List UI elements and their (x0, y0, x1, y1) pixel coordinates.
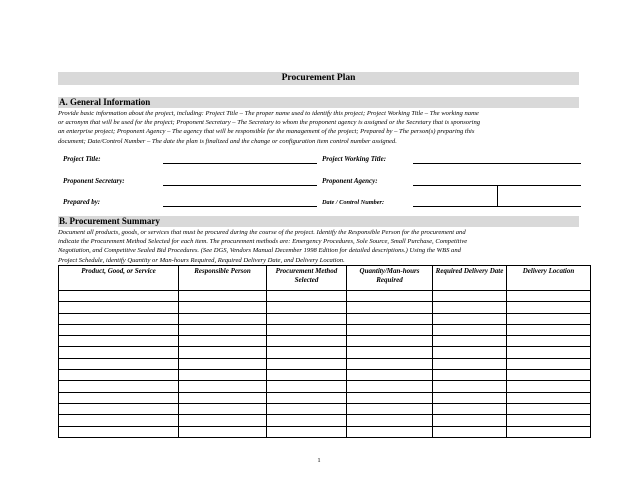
table-cell[interactable] (507, 392, 591, 403)
table-row (59, 336, 591, 347)
table-cell[interactable] (59, 347, 179, 358)
table-cell[interactable] (179, 403, 267, 414)
table-header-row (59, 266, 591, 291)
date-control-field[interactable] (413, 206, 581, 207)
col-header-product: Product, Good, or Service (59, 266, 179, 291)
table-cell[interactable] (347, 370, 433, 381)
table-cell[interactable] (59, 336, 179, 347)
table-cell[interactable] (347, 403, 433, 414)
table-cell[interactable] (433, 358, 507, 369)
table-cell[interactable] (59, 291, 179, 302)
table-row (59, 358, 591, 369)
table-cell[interactable] (267, 415, 347, 426)
col-header-responsible: Responsible Person (179, 266, 267, 291)
table-cell[interactable] (347, 426, 433, 437)
section-a-line: or acronym that will be used for the project; Proponent Secretary – The Secretary to whom the proponent agency is assigned or the Secretary that is sponsoring (58, 119, 481, 127)
table-cell[interactable] (267, 291, 347, 302)
table-cell[interactable] (267, 324, 347, 335)
table-row (59, 347, 591, 358)
table-cell[interactable] (267, 302, 347, 313)
section-b-line: Document all products, goods, or services that must be procured during the course of the project. Identify the Responsible Person for the procurement and (58, 229, 466, 236)
procurement-table (58, 265, 591, 438)
section-a-heading: A. General Information (58, 97, 579, 108)
table-cell[interactable] (267, 426, 347, 437)
table-cell[interactable] (347, 381, 433, 392)
table-cell[interactable] (433, 370, 507, 381)
table-cell[interactable] (433, 381, 507, 392)
table-cell[interactable] (347, 336, 433, 347)
table-cell[interactable] (507, 415, 591, 426)
table-cell[interactable] (433, 415, 507, 426)
table-cell[interactable] (59, 392, 179, 403)
table-row (59, 291, 591, 302)
table-cell[interactable] (507, 336, 591, 347)
table-cell[interactable] (267, 381, 347, 392)
table-cell[interactable] (59, 381, 179, 392)
table-cell[interactable] (433, 347, 507, 358)
table-cell[interactable] (433, 302, 507, 313)
table-cell[interactable] (267, 313, 347, 324)
col-header-delivery-location: Delivery Location (507, 266, 591, 291)
table-cell[interactable] (179, 336, 267, 347)
table-cell[interactable] (507, 291, 591, 302)
project-working-title-label: Project Working Title: (322, 155, 387, 163)
table-cell[interactable] (267, 392, 347, 403)
table-cell[interactable] (507, 403, 591, 414)
section-a-line: Provide basic information about the project, including: Project Title – The proper name used to identify this project; Project Working Title – The working name (58, 110, 479, 117)
table-cell[interactable] (179, 381, 267, 392)
table-cell[interactable] (267, 347, 347, 358)
table-row (59, 313, 591, 324)
table-cell[interactable] (347, 324, 433, 335)
table-cell[interactable] (347, 392, 433, 403)
date-control-divider (497, 185, 498, 206)
table-cell[interactable] (59, 403, 179, 414)
col-header-delivery-date: Required Delivery Date (433, 266, 507, 291)
table-cell[interactable] (347, 302, 433, 313)
table-row (59, 403, 591, 414)
col-header-quantity: Quantity/Man-hours Required (347, 266, 433, 291)
proponent-secretary-label: Proponent Secretary: (63, 177, 125, 185)
page-title: Procurement Plan (58, 72, 579, 85)
proponent-secretary-field[interactable] (163, 185, 317, 186)
table-cell[interactable] (267, 336, 347, 347)
table-cell[interactable] (179, 370, 267, 381)
table-cell[interactable] (347, 291, 433, 302)
table-cell[interactable] (347, 347, 433, 358)
proponent-agency-label: Proponent Agency: (322, 177, 378, 185)
table-cell[interactable] (179, 347, 267, 358)
table-cell[interactable] (347, 415, 433, 426)
table-cell[interactable] (507, 381, 591, 392)
table-cell[interactable] (433, 392, 507, 403)
col-header-method: Procurement Method Selected (267, 266, 347, 291)
table-cell[interactable] (433, 403, 507, 414)
table-row (59, 302, 591, 313)
table-cell[interactable] (267, 358, 347, 369)
table-cell[interactable] (59, 370, 179, 381)
section-a-description (58, 109, 579, 146)
table-row (59, 426, 591, 437)
table-cell[interactable] (59, 302, 179, 313)
table-cell[interactable] (347, 358, 433, 369)
table-cell[interactable] (267, 370, 347, 381)
table-cell[interactable] (179, 324, 267, 335)
procurement-table-body (59, 291, 591, 438)
section-b-line: Negotiation, and Competitive Sealed Bid Procedures. (See DGS, Vendors Manual December 1998 Edition for detailed descriptions.) Using the WBS and (58, 247, 461, 255)
section-a-line: document; Date/Control Number – The date the plan is finalized and the change or configuration item control number assigned. (58, 137, 397, 145)
table-row (59, 324, 591, 335)
table-cell[interactable] (507, 358, 591, 369)
table-cell[interactable] (433, 291, 507, 302)
project-working-title-field[interactable] (413, 163, 581, 164)
table-cell[interactable] (507, 347, 591, 358)
table-cell[interactable] (179, 291, 267, 302)
table-row (59, 381, 591, 392)
table-cell[interactable] (507, 324, 591, 335)
table-cell[interactable] (179, 302, 267, 313)
table-cell[interactable] (179, 358, 267, 369)
section-b-heading: B. Procurement Summary (58, 216, 579, 227)
table-cell[interactable] (179, 313, 267, 324)
table-cell[interactable] (433, 324, 507, 335)
table-cell[interactable] (59, 415, 179, 426)
table-cell[interactable] (507, 313, 591, 324)
table-cell[interactable] (433, 336, 507, 347)
page-number: 1 (317, 457, 321, 464)
section-b-description (58, 228, 579, 265)
table-cell[interactable] (507, 426, 591, 437)
table-cell[interactable] (59, 313, 179, 324)
project-title-label: Project Title: (63, 155, 101, 163)
table-row (59, 415, 591, 426)
table-cell[interactable] (347, 313, 433, 324)
section-b-line: indicate the Procurement Method Selected for each item. The procurement methods are: Emergency Procedures, Sole Source, Small Purchase, Competitive (58, 238, 468, 246)
section-a-line: an enterprise project; Proponent Agency – The agency that will be responsible for the management of the project; Prepared by – The person(s) preparing this (58, 128, 475, 136)
table-cell[interactable] (59, 324, 179, 335)
table-row (59, 370, 591, 381)
table-cell[interactable] (179, 426, 267, 437)
date-control-label: Date / Control Number: (322, 199, 385, 206)
section-b-line: Project Schedule, identify Quantity or Man-hours Required, Required Delivery Date, and Delivery Location. (58, 256, 345, 264)
table-cell[interactable] (507, 302, 591, 313)
prepared-by-label: Prepared by: (63, 198, 101, 206)
project-title-field[interactable] (163, 163, 317, 164)
prepared-by-field[interactable] (163, 206, 317, 207)
table-cell[interactable] (433, 313, 507, 324)
table-cell[interactable] (59, 358, 179, 369)
table-cell[interactable] (433, 426, 507, 437)
table-cell[interactable] (267, 403, 347, 414)
table-row (59, 392, 591, 403)
table-cell[interactable] (179, 415, 267, 426)
table-cell[interactable] (59, 426, 179, 437)
table-cell[interactable] (507, 370, 591, 381)
table-cell[interactable] (179, 392, 267, 403)
